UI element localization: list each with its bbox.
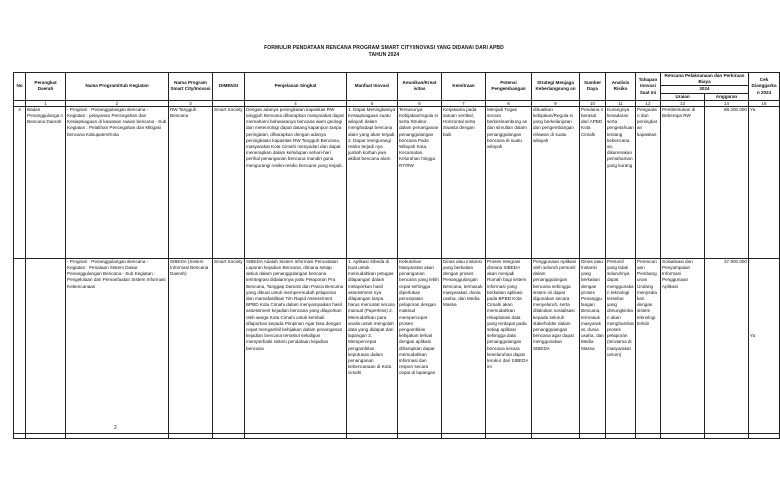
header-analisis-risiko: Analisis Risiko — [606, 73, 636, 101]
header-tahun: 2024 — [661, 86, 749, 93]
cell-manfaat: 1. Aplikasi Sibeda di buat untuk memudahkan petugas dilapangan dalam melaporkan hasil assessment nya dilapangan tanpa harus mencatat secara manual (Paperless) 2. Memudahkan para analis untuk mengolah data yang didapat dari lapangan 3. Mempercepat pengambilan keputusan dalam penanganan kebencanaan di Kota cimahi — [347, 258, 398, 433]
cell-keunikan: Tersusunya Kebijakan/regula si serta Struktur dalam penanganan penanggulangan bencana Pada Wilayah Kota, Kecamatan, Keluruhan hingga RT/RW — [398, 106, 442, 258]
cell-program: - Program : Penanggulangan Bencana - Kegiatan : pelayanan Pencegahan dan Kesiapsiagaan di kawasan rawan bencana - Sub Kegiatan : Pelatihan Pencegahan dan Mitigasi bencana Kabupaten/Kota — [66, 106, 169, 258]
cell-dimensi: Smart Society — [213, 106, 245, 258]
cell-penjelasan: SIBEDA Adalah Sistem Informasi Pencatatan Laporan kejadian Bencana, dimana setiap aktius dalam penanggulangan bencana terintegrasi didalamnya yaitu Pelaporan Pra Bencana, Tanggap Darurat dan Pasca Bencana yang dibuat untuk mempermudah pelaporan dan mamafasilitasi Tim Rapid Assessment BPBD Kota Cimahi dalam menyampaikan hasil assessment kejadian bencana yang dilaporkan oleh warga Kota Cimahi untuk kembali dilaporkan kepada Pimpinan Agar bisa dengan cepat mengambil kebijakan dalam penanganan kejadian bencana tersebut sekaligus memperbaiki sistem pendataan kejadian bencana — [245, 258, 347, 433]
col-number: 14 — [705, 100, 749, 106]
empty-row — [14, 433, 780, 438]
cell-tahapan: Penguata n dan peningkat an kapasitas — [636, 106, 661, 258]
cell-anggaran: 88.200.000 — [705, 106, 749, 258]
col-number: 11 — [606, 100, 636, 106]
col-number: 13 — [661, 100, 705, 106]
cell-program: - Program : Penanggulangan Bencana - Kegiatan : Penataan Sistem Dasar Penanggulangan Bencana - Sub Kegiatan : Pengelolaan dan Pemanfaatan Sistem Informasi Kebencanaan — [66, 258, 169, 433]
cell-perangkat — [26, 258, 66, 433]
table-row — [14, 258, 780, 433]
header-strategi: Strategi Menjaga Keberlangsung an — [532, 73, 580, 101]
cell-cek-value: Ya — [750, 332, 756, 338]
cell-potensi: Proses Integrasi dimana SIBEDA akan menjadi Rumah bagi sistem informasi yang berkaitan aplikasi pada BPBD Kota Cimahi akan memudahkan rekapitulasi data yang terdapat pada setiap aplikasi sehingga data penanggulangan bencana secara keseluruhan dapat terukur dari SIBEDA ini — [486, 258, 532, 433]
header-no: No — [14, 73, 26, 101]
cell-analisis: Personil yang tidak seluruhnya dapat menggunakan teknologi tersebut yang dimungkinka n akan menghambat proses pelaporan (terutama di masyarakat umum) — [606, 258, 636, 433]
header-kemitraan: Kemitraan — [442, 73, 486, 101]
document-year: TAHUN 2024 — [368, 52, 400, 58]
cell-sumber: Dinas atau Instansi yang berkaitan dengan proses Penanggu langan Bencana, termasuk masyarak at, dunia usaha, dan Media Massa — [580, 258, 606, 433]
col-number: 8 — [486, 100, 532, 106]
header-dimensi: DIMENSI — [213, 73, 245, 101]
cell-keunikan: Kebutuhan Masyarakat akan penanganan bencana yang lebih cepat sehingga diperlukan pencepatan pelaporan dengan maksud mempercepat proses pengambilan kebijakan terkait dengan aplikasi diharapkan dapat memudahkan informasi dan respon secara cepat di lapangan — [398, 258, 442, 433]
col-number: 10 — [580, 100, 606, 106]
col-number: 1 — [26, 100, 66, 106]
document-title: FORMULIR PENDATAAN RENCANA PROGRAM SMART CITY/INOVASI YANG DIDANAI DARI APBD — [264, 45, 504, 51]
header-anggaran: Anggaran — [705, 93, 749, 100]
cell-dimensi: Smart Society — [213, 258, 245, 433]
header-penjelasan: Penjelasan Singkat — [245, 73, 347, 101]
header-uraian: Uraian — [661, 93, 705, 100]
col-number: 2 — [66, 100, 169, 106]
cell-cek: Ya — [749, 106, 780, 258]
cell-strategi: dibuatkan kebijakan/Regula si yang berkelanjutan dan pengembangan relawan di suatu wilayah — [532, 106, 580, 258]
cell-nama-program: SIBEDA (Sistem Informasi Bencana Daerah) — [169, 258, 213, 433]
header-nama-program: Nama Program Smart City/Inovasi — [169, 73, 213, 101]
cell-no — [14, 258, 26, 433]
header-program: Nama Program/Sub Kegiatan — [66, 73, 169, 101]
cell-tahapan: Perencan aan Pembang unan Undang menyediakan dengan sistem teknologi terkini — [636, 258, 661, 433]
col-number: 7 — [442, 100, 486, 106]
cell-penjelasan: Dengan adanya peningkatan kapasitas RW tangguh Bencana diharapkan masyarakat dapat memahami bahwasanya bencana alam geologi dan meteorologi dapat datang kapanpun tanpa peringatan, diharapkan dengan adanya peningkatan kapasitas RW Tangguh Bencana, masyarakat Kota Cimahi menyadari dan dapat menerapkan dalam kehidupan sehari-hari perihal penanganan bencana mandiri guna mengurangi resiko-resiko bencana yang terjadi. — [245, 106, 347, 258]
table-row — [14, 106, 780, 258]
col-number: 4 — [245, 100, 347, 106]
header-manfaat: Manfaat Inovasi — [347, 73, 398, 101]
header-rencana: Rencana Pelaksanaan dan Perkiraan Biaya — [661, 73, 749, 86]
col-number: 12 — [636, 100, 661, 106]
header-cek: Cek Dianggarka n 2024 — [749, 73, 780, 101]
col-number: 16 — [749, 100, 780, 106]
col-number: 3 — [169, 100, 213, 106]
col-number: 5 — [347, 100, 398, 106]
cell-strategi: Penggunaan Aplikasi oleh seluruh personil dalam penanggulangan bencana sehingga sistem ini dapat digunakan secara menyeluruh, serta dilakukan sosialisasi kepada seluruh stakeholder dalam penanggulangan bencana agar dapat menggunakan SIBEDA — [532, 258, 580, 433]
cell-perangkat: Badan Penanggulanga n Bencana Daerah — [26, 106, 66, 258]
col-number: 6 — [398, 100, 442, 106]
cell-manfaat: 1. Dapat Meningkatnya Kesiapsiagaan suatu wilayah dalam menghadapi bencana alam yang akan terjadi. 2. Dapat mengurangi resiko terjadi nya jumlah korban jiwa akibat bencana alam — [347, 106, 398, 258]
page-number: 2 — [114, 425, 117, 431]
header-keunikan: Keunikan/Kreat ivitas — [398, 73, 442, 101]
cell-analisis: Kurangnya kesadaran serta pengetahuan tentang kebencana an, dikarenakan pemahaman yang kurang — [606, 106, 636, 258]
cell-potensi: Menjadi Tugas secara berkesinambung an dan simultan dalam penanggulangan bencana di suatu wilayah — [486, 106, 532, 258]
header-potensi: Potensi Pengembangan — [486, 73, 532, 101]
cell-nama-program: RW Tangguh Bencana — [169, 106, 213, 258]
cell-kemitraan: Kerjasama pada satuan vertikal, Horizontal serta Swasta dengan baik — [442, 106, 486, 258]
program-table — [13, 72, 780, 439]
cell-cek — [749, 258, 780, 433]
cell-sumber: Pendana n berasal dari APBD Kota Cimahi — [580, 106, 606, 258]
cell-anggaran: 37.900.000 — [705, 258, 749, 433]
cell-uraian: Pembentukan di Beberapa RW — [661, 106, 705, 258]
header-tahapan: Tahapan Inovasi Saat Ini — [636, 73, 661, 101]
header-perangkat-daerah: Perangkat Daerah — [26, 73, 66, 101]
cell-kemitraan: Dinas atau instansi yang berkaitan dengan proses Penanggulangan Bencana, termasuk masyarakat, dunia usaha, dan Media Massa — [442, 258, 486, 433]
cell-no: 4 — [14, 106, 26, 258]
header-sumber-daya: Sumber Daya — [580, 73, 606, 101]
col-number: 9 — [532, 100, 580, 106]
cell-uraian: Sosialisasi dan Penyampaian Informasi Penggunaan Aplikasi — [661, 258, 705, 433]
